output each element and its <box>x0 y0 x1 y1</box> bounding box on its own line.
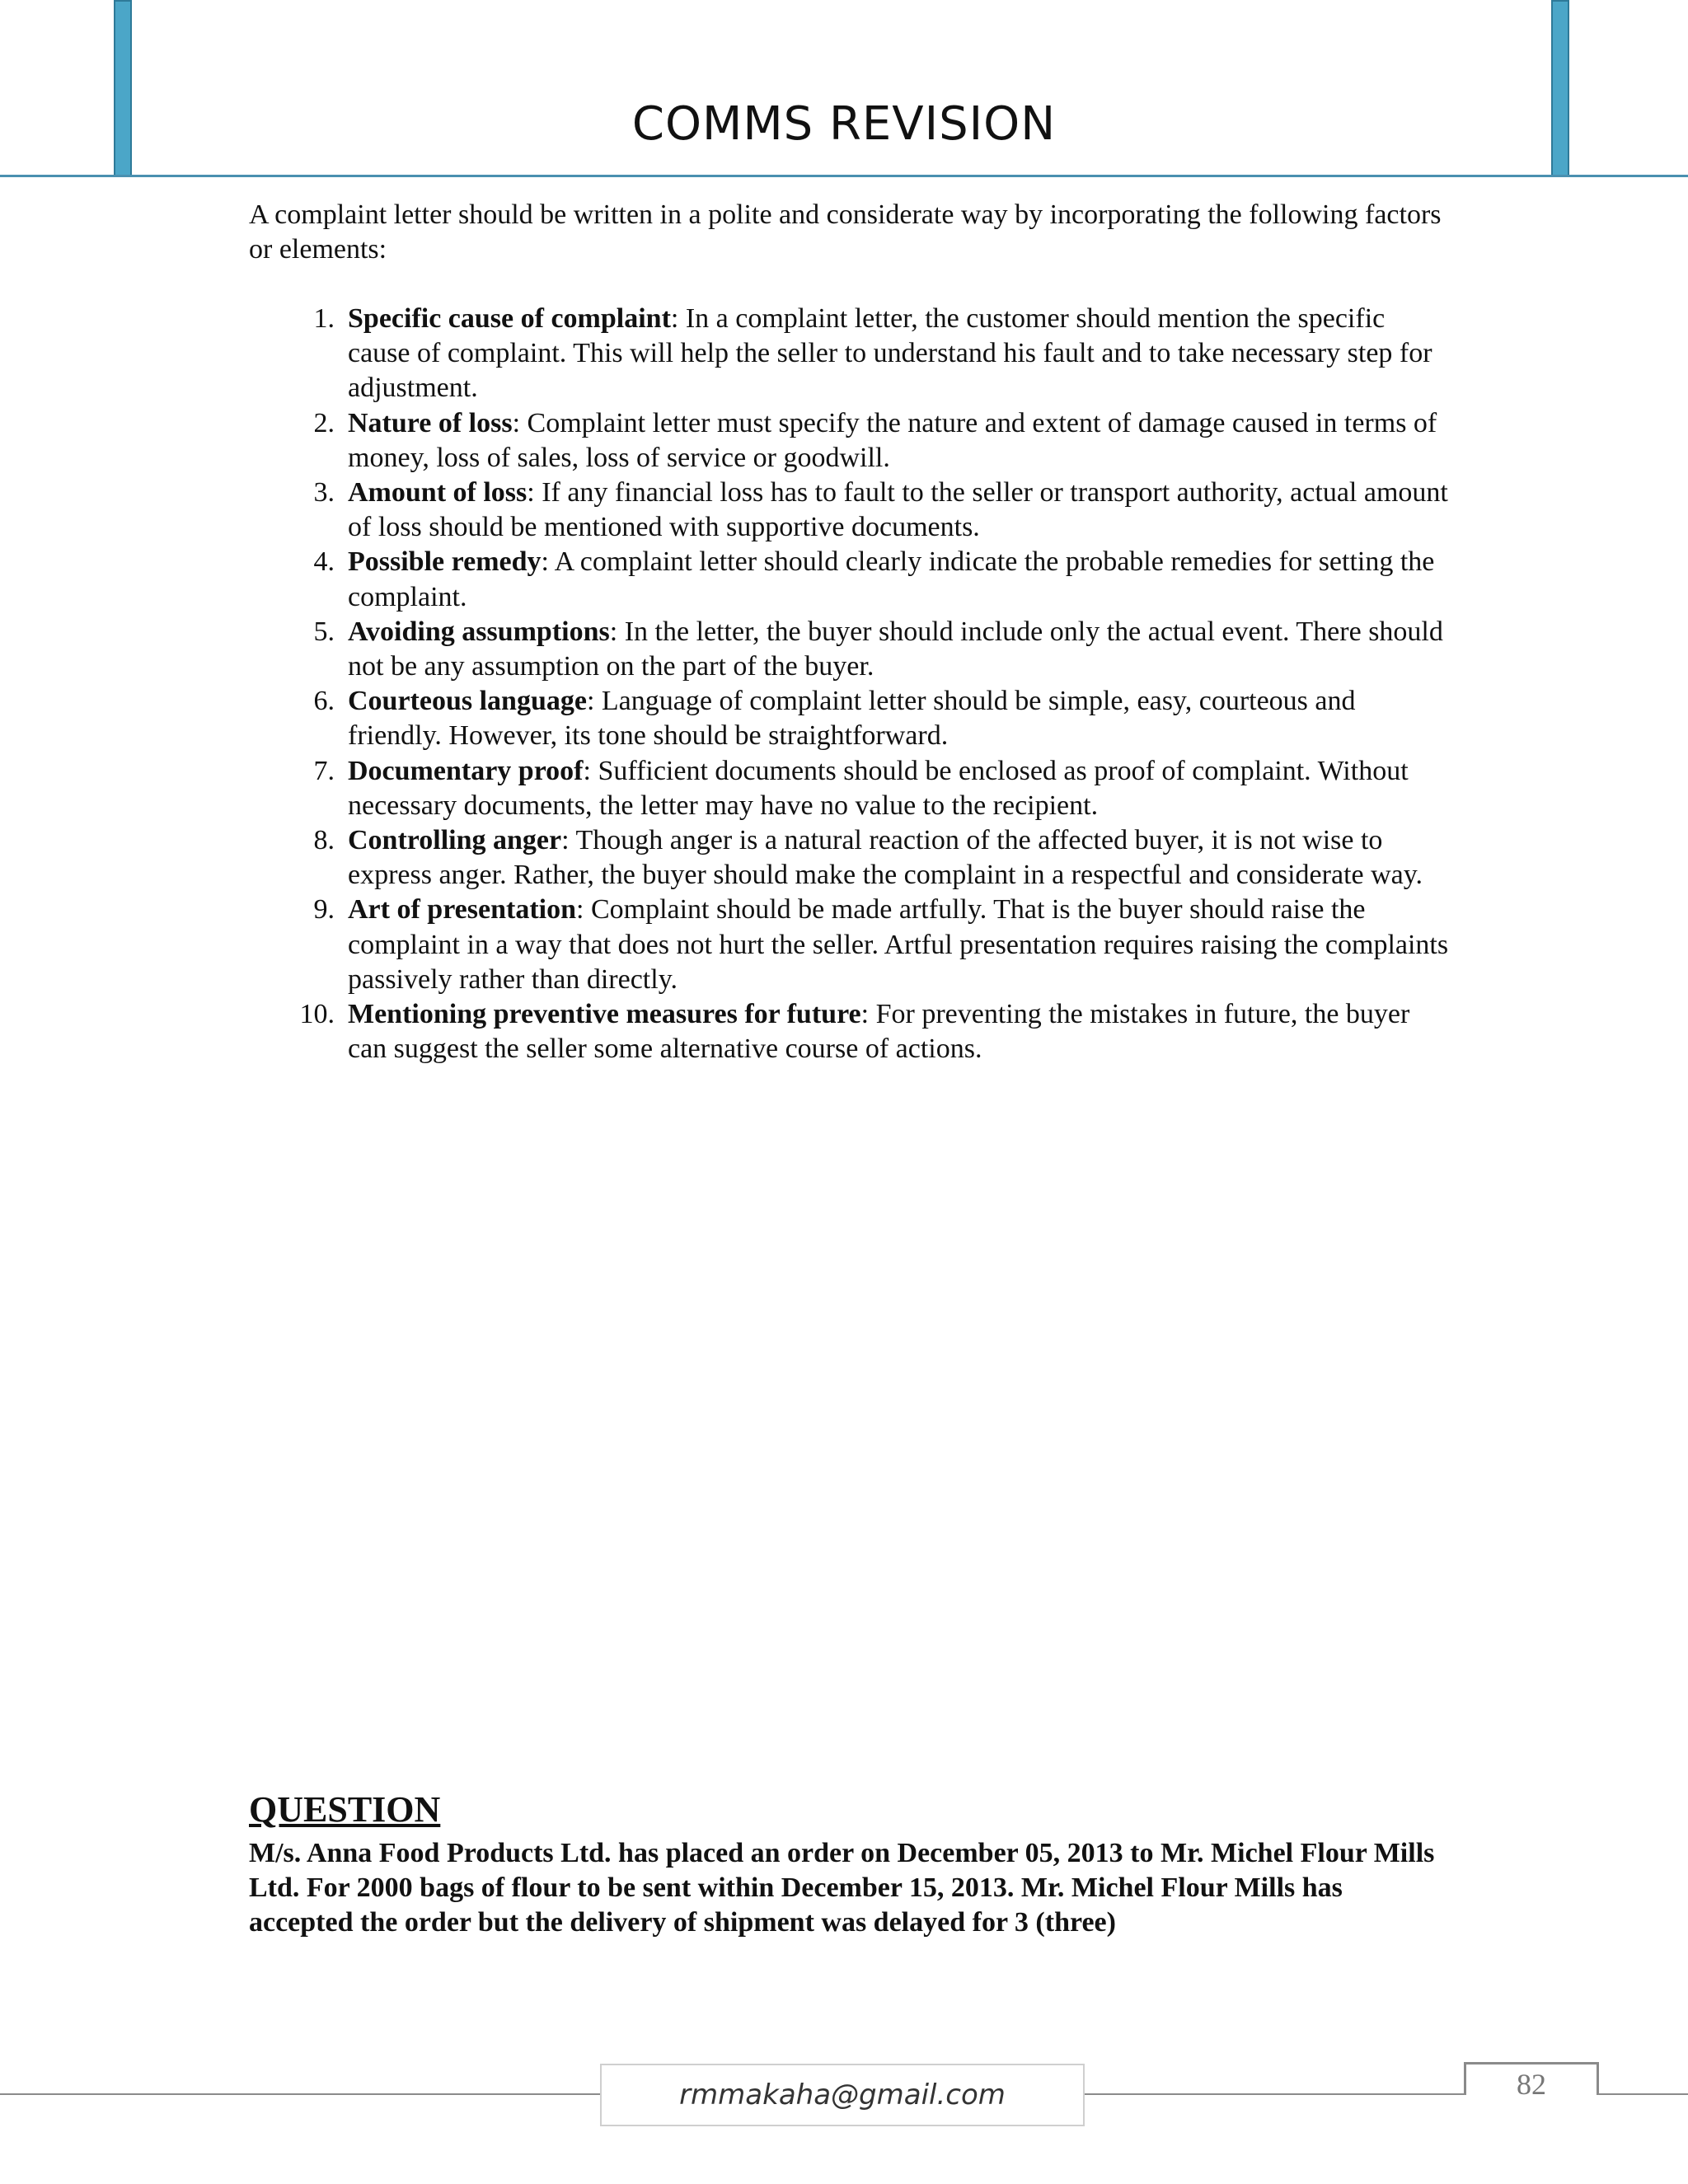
list-item <box>249 684 1452 753</box>
item-text: : Complaint should be made artfully. That is the buyer should raise the complaint in a way that does not hurt the seller. Artful presentation requires raising the complaints passively rather than directly. <box>348 894 1449 995</box>
page-title: COMMS REVISION <box>631 97 1057 151</box>
item-text: : A complaint letter should clearly indicate the probable remedies for setting the complaint. <box>348 546 1435 612</box>
item-number: 3. <box>313 477 335 509</box>
item-term: Specific cause of complaint <box>348 303 671 334</box>
item-text: : For preventing the mistakes in future, the buyer can suggest the seller some alternative course of actions. <box>348 999 1410 1065</box>
item-text: : In the letter, the buyer should include only the actual event. There should not be any assumption on the part of the buyer. <box>348 616 1443 682</box>
page-number: 82 <box>1517 2068 1546 2101</box>
list-item <box>249 476 1452 545</box>
item-term: Mentioning preventive measures for future <box>348 999 861 1030</box>
footer-rule-right <box>1597 2093 1688 2095</box>
item-term: Controlling anger <box>348 825 562 856</box>
list-item <box>249 823 1452 893</box>
item-number: 1. <box>313 303 335 334</box>
intro-paragraph: A complaint letter should be written in a polite and considerate way by incorporating the following factors or elements: <box>249 199 1442 265</box>
footer-rule-left <box>0 2093 602 2095</box>
item-number: 2. <box>313 407 335 438</box>
footer-rule-middle <box>1083 2093 1465 2095</box>
item-text: : If any financial loss has to fault to the seller or transport authority, actual amount of loss should be mentioned with supportive documents. <box>348 477 1448 543</box>
factors-list <box>249 302 1452 1066</box>
header-rule <box>0 175 1688 177</box>
item-number: 7. <box>313 755 335 786</box>
list-item <box>249 997 1452 1066</box>
question-heading: QUESTION <box>249 1789 441 1830</box>
item-text: : In a complaint letter, the customer should mention the specific cause of complaint. This will help the seller to understand his fault and to take necessary step for adjustment. <box>348 303 1432 404</box>
footer-email: rmmakaha@gmail.com <box>600 2064 1085 2126</box>
item-number: 5. <box>313 616 335 647</box>
item-term: Amount of loss <box>348 477 528 509</box>
item-number: 4. <box>313 546 335 578</box>
item-text: : Sufficient documents should be enclosed as proof of complaint. Without necessary documents, the letter may have no value to the recipient. <box>348 755 1409 821</box>
question-text: M/s. Anna Food Products Ltd. has placed an order on December 05, 2013 to Mr. Michel Flour Mills Ltd. For 2000 bags of flour to be sent within December 15, 2013. Mr. Michel Flour Mills has accepted the order but the delivery of shipment was delayed for 3 (three) <box>249 1838 1435 1938</box>
list-item <box>249 615 1452 684</box>
item-term: Art of presentation <box>348 894 576 926</box>
item-number: 9. <box>313 894 335 926</box>
item-term: Courteous language <box>348 686 587 717</box>
list-item <box>249 754 1452 823</box>
item-number: 8. <box>313 825 335 856</box>
item-term: Nature of loss <box>348 407 513 438</box>
list-item <box>249 406 1452 476</box>
item-term: Possible remedy <box>348 546 542 578</box>
item-term: Avoiding assumptions <box>348 616 610 647</box>
list-item <box>249 302 1452 406</box>
item-text: : Complaint letter must specify the nature and extent of damage caused in terms of money, loss of sales, loss of service or goodwill. <box>348 407 1437 473</box>
list-item <box>249 545 1452 614</box>
item-term: Documentary proof <box>348 755 584 786</box>
item-text: : Though anger is a natural reaction of the affected buyer, it is not wise to express anger. Rather, the buyer should make the complaint in a respectful and considerate way. <box>348 825 1423 891</box>
list-item <box>249 893 1452 997</box>
item-number: 6. <box>313 686 335 717</box>
item-text: : Language of complaint letter should be simple, easy, courteous and friendly. However, its tone should be straightforward. <box>348 686 1356 752</box>
item-number: 10. <box>299 999 335 1030</box>
